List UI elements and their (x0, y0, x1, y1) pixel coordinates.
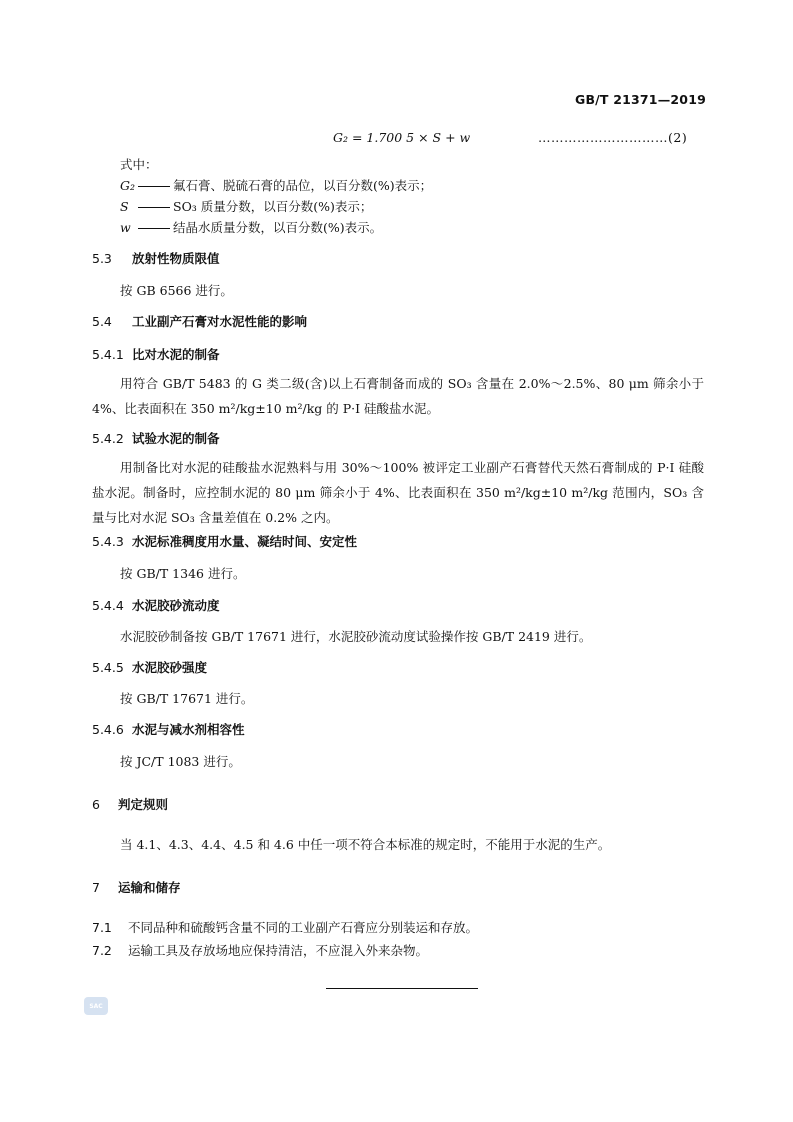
section-number: 5.4.2 (92, 431, 124, 446)
clause-number: 7.2 (92, 943, 112, 958)
clause-text: 不同品种和硫酸钙含量不同的工业副产石膏应分别装运和存放。 (128, 920, 479, 935)
section-body-5-4-3: 按 GB/T 1346 进行。 (120, 566, 246, 581)
definition-dash (138, 186, 170, 187)
where-label: 式中： (120, 157, 158, 172)
definition-text: 氟石膏、脱硫石膏的品位，以百分数(%)表示； (173, 178, 433, 193)
section-title: 判定规则 (118, 797, 169, 812)
formula: G₂ = 1.700 5 × S + w (333, 130, 471, 145)
section-title: 水泥胶砂强度 (132, 660, 208, 675)
end-of-document-rule (326, 988, 478, 989)
section-heading-5-3 (92, 249, 220, 267)
definition-text: SO₃ 质量分数，以百分数(%)表示； (173, 199, 373, 214)
section-number: 5.4.5 (92, 660, 124, 675)
definition-symbol: G₂ (120, 178, 135, 193)
section-title: 运输和储存 (118, 880, 181, 895)
section-body-5-3: 按 GB 6566 进行。 (120, 283, 233, 298)
section-heading-5-4-6 (92, 720, 245, 738)
clause-7-1 (92, 918, 478, 936)
section-body-5-4-6: 按 JC/T 1083 进行。 (120, 754, 241, 769)
section-number: 5.4.4 (92, 598, 124, 613)
section-body-5-4-1: 用符合 GB/T 5483 的 G 类二级(含)以上石膏制备而成的 SO₃ 含量在 2.0%～2.5%、80 μm 筛余小于 4%、比表面积在 350 m²/kg±10 m²/kg 的 P·I 硅酸盐水泥。 (92, 376, 704, 416)
section-title: 工业副产石膏对水泥性能的影响 (132, 314, 308, 329)
section-number: 5.4.1 (92, 347, 124, 362)
section-number: 7 (92, 880, 100, 895)
section-heading-5-4-3 (92, 532, 357, 550)
section-number: 5.3 (92, 251, 112, 266)
section-heading-5-4 (92, 312, 307, 330)
section-title: 放射性物质限值 (132, 251, 220, 266)
watermark-logo-icon: SAC (84, 997, 108, 1015)
standard-number: GB/T 21371—2019 (574, 92, 706, 107)
clause-number: 7.1 (92, 920, 112, 935)
clause-text: 运输工具及存放场地应保持清洁，不应混入外来杂物。 (128, 943, 429, 958)
definition-g2 (120, 176, 432, 194)
definition-w (120, 218, 382, 236)
section-number: 6 (92, 797, 100, 812)
section-heading-5-4-2 (92, 429, 220, 447)
section-number: 5.4.3 (92, 534, 124, 549)
section-body-5-4-2: 用制备比对水泥的硅酸盐水泥熟料与用 30%～100% 被评定工业副产石膏替代天然石膏制成的 P·I 硅酸盐水泥。制备时，应控制水泥的 80 μm 筛余小于 4%、比表面积在 350 m²/kg±10 m²/kg 范围内，SO₃ 含量与比对水泥 SO₃ 含量差值在 0.2% 之内。 (92, 460, 704, 525)
definition-s (120, 197, 372, 215)
definition-dash (138, 207, 170, 208)
section-body-5-4-5: 按 GB/T 17671 进行。 (120, 691, 254, 706)
section-heading-5-4-4 (92, 596, 220, 614)
section-title: 水泥与减水剂相容性 (132, 722, 245, 737)
formula-number: …………………………(2) (538, 130, 688, 145)
section-title: 比对水泥的制备 (132, 347, 220, 362)
section-title: 水泥胶砂流动度 (132, 598, 220, 613)
definition-symbol: w (120, 220, 131, 235)
section-heading-5-4-5 (92, 658, 207, 676)
section-title: 水泥标准稠度用水量、凝结时间、安定性 (132, 534, 358, 549)
definition-dash (138, 228, 170, 229)
section-heading-5-4-1 (92, 345, 220, 363)
clause-7-2 (92, 941, 428, 959)
section-body-5-4-4: 水泥胶砂制备按 GB/T 17671 进行，水泥胶砂流动度试验操作按 GB/T 2419 进行。 (120, 629, 592, 644)
definition-symbol: S (120, 199, 129, 214)
section-title: 试验水泥的制备 (132, 431, 220, 446)
section-heading-7 (92, 878, 181, 896)
section-heading-6 (92, 795, 168, 813)
section-number: 5.4.6 (92, 722, 124, 737)
section-number: 5.4 (92, 314, 112, 329)
section-body-6: 当 4.1、4.3、4.4、4.5 和 4.6 中任一项不符合本标准的规定时，不能用于水泥的生产。 (120, 837, 611, 852)
definition-text: 结晶水质量分数，以百分数(%)表示。 (173, 220, 383, 235)
